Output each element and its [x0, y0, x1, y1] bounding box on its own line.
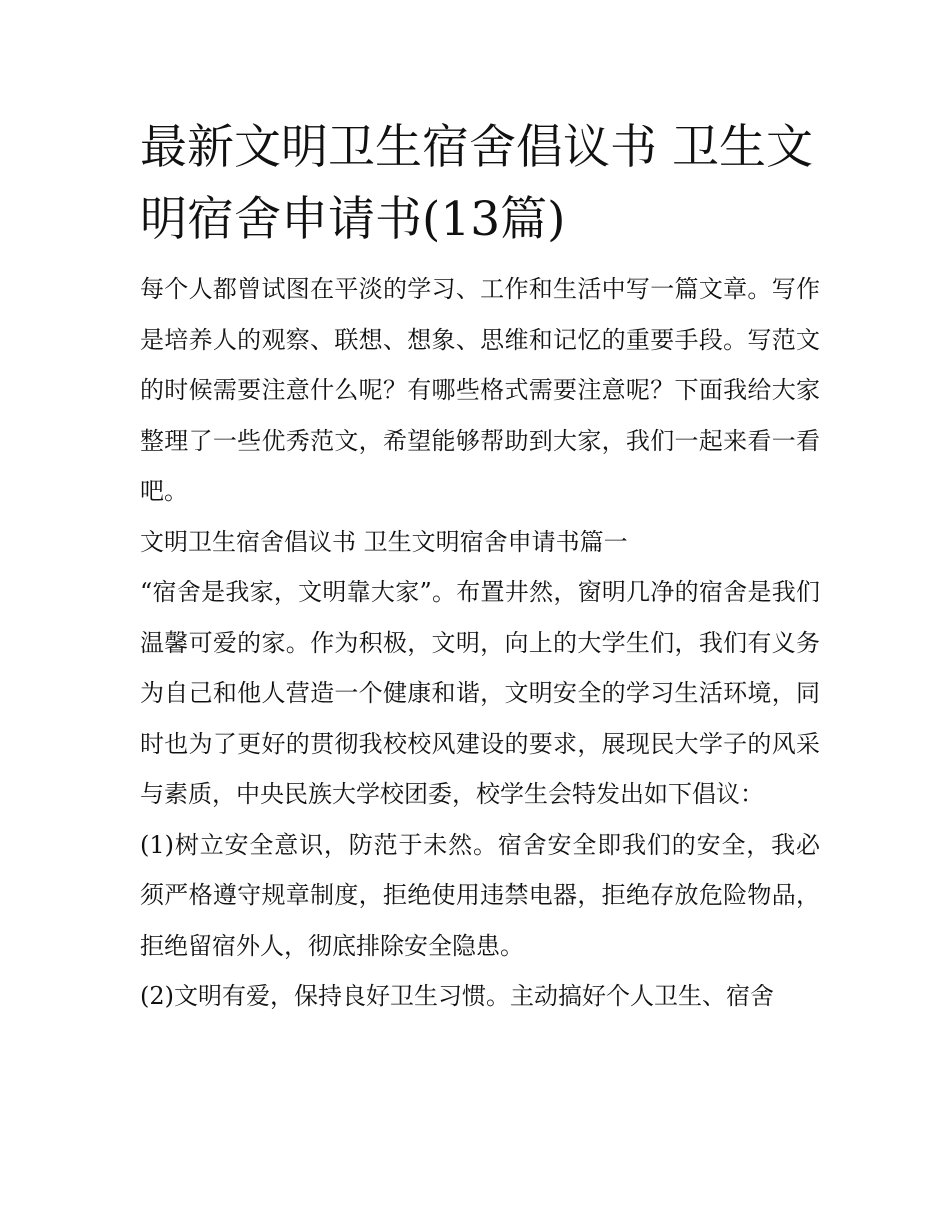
section-heading: 文明卫生宿舍倡议书 卫生文明宿舍申请书篇一 — [140, 527, 628, 556]
document-content — [140, 112, 820, 1022]
document-title: 最新文明卫生宿舍倡议书 卫生文明宿舍申请书(13篇) — [140, 120, 813, 247]
body-paragraph: (2)文明有爱，保持良好卫生习惯。主动搞好个人卫生、宿舍 — [140, 982, 774, 1010]
body-paragraph: “宿舍是我家，文明靠大家”。布置井然，窗明几净的宿舍是我们温馨可爱的家。作为积极，文明，向上的大学生们，我们有义务为自己和他人营造一个健康和谐，文明安全的学习生活环境，同时也为了更好的贯彻我校校风建设的要求，展现民大学子的风采与素质，中央民族大学校团委，校学生会特发出如下倡议： — [140, 578, 820, 808]
body-paragraph: (1)树立安全意识，防范于未然。宿舍安全即我们的安全，我必须严格遵守规章制度，拒绝使用违禁电器，拒绝存放危险物品，拒绝留宿外人，彻底排除安全隐患。 — [140, 830, 820, 960]
intro-paragraph: 每个人都曾试图在平淡的学习、工作和生活中写一篇文章。写作是培养人的观察、联想、想象、思维和记忆的重要手段。写范文的时候需要注意什么呢？有哪些格式需要注意呢？下面我给大家整理了一些优秀范文，希望能够帮助到大家，我们一起来看一看吧。 — [140, 275, 820, 505]
